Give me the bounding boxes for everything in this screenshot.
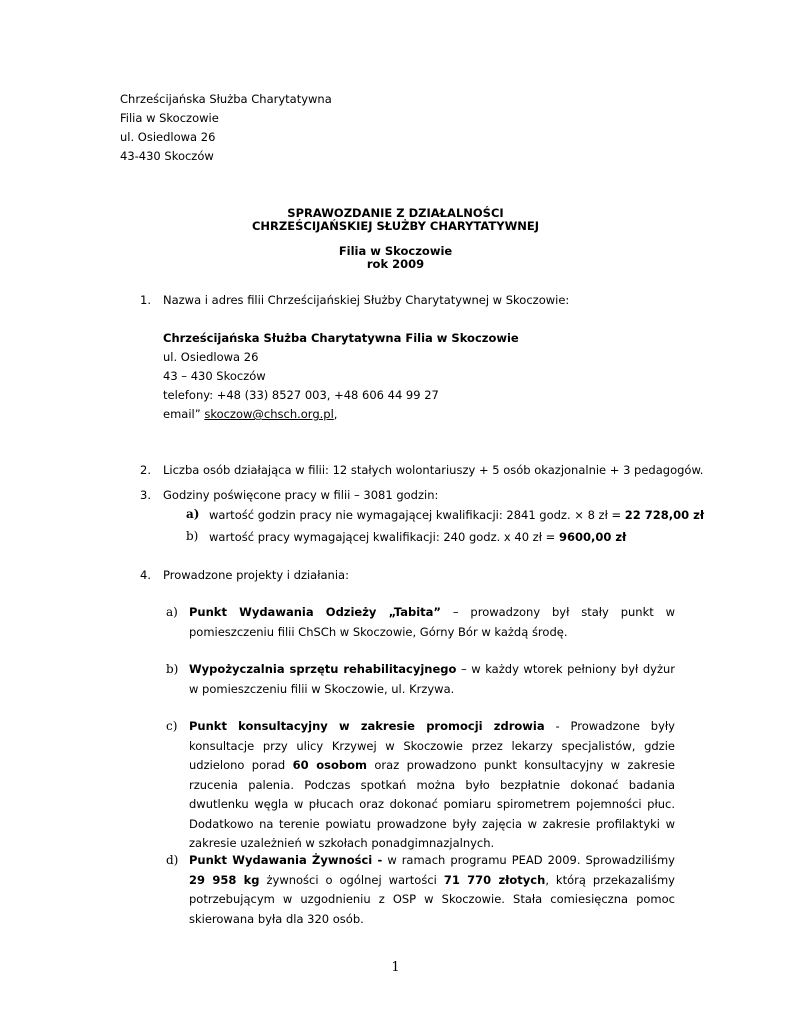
section-1-street: ul. Osiedlowa 26 (163, 350, 259, 364)
section-3-item-a-letter: a) (186, 507, 200, 521)
section-1-phones: telefony: +48 (33) 8527 003, +48 606 44 99 27 (163, 388, 439, 402)
section-1-name: Chrześcijańska Służba Charytatywna Filia w Skoczowie (163, 331, 519, 345)
project-b-title: Wypożyczalnia sprzętu rehabilitacyjnego (189, 662, 457, 676)
project-d-text-3: , którą przekazaliśmy potrzebującym w uzgodnieniu z OSP w Skoczowie. Stała comiesięczna pomoc skierowana była dla 320 osób. (189, 872, 675, 926)
title-branch: Filia w Skoczowie (338, 244, 453, 258)
section-1-postal-city: 43 – 430 Skoczów (163, 369, 266, 383)
section-1-number: 1. (140, 293, 151, 307)
page-number: 1 (391, 960, 400, 975)
project-b-text: – w każdy wtorek pełniony był dyżur w pomieszczeniu filii w Skoczowie, ul. Krzywa. (189, 662, 675, 696)
project-a-paragraph (189, 603, 675, 642)
header-street: ul. Osiedlowa 26 (120, 130, 216, 144)
email-suffix: , (333, 407, 338, 421)
project-d-paragraph (189, 851, 675, 929)
title-year: rok 2009 (366, 257, 425, 271)
project-c-count: 60 osobom (292, 758, 368, 772)
section-2-number: 2. (140, 463, 151, 477)
project-d-text-2: żywności o ogólnej wartości (259, 872, 444, 887)
section-3-number: 3. (140, 488, 151, 502)
project-a-title: Punkt Wydawania Odzieży „Tabita” (189, 605, 441, 619)
project-b-letter: b) (166, 662, 179, 676)
email-prefix: email” (163, 407, 205, 421)
project-c-letter: c) (166, 719, 178, 733)
project-c-title: Punkt konsultacyjny w zakresie promocji zdrowia (189, 719, 545, 733)
item-a-value: 22 728,00 zł (624, 508, 705, 522)
section-4-text: Prowadzone projekty i działania: (163, 568, 349, 582)
item-b-text: wartość pracy wymagającej kwalifikacji: 240 godz. x 40 zł = (209, 530, 559, 544)
section-3-item-b-letter: b) (186, 529, 199, 543)
project-d-weight: 29 958 kg (189, 872, 260, 887)
item-a-text: wartość godzin pracy nie wymagającej kwalifikacji: 2841 godz. × 8 zł = (209, 508, 625, 522)
project-c-paragraph (189, 717, 675, 854)
header-org-name: Chrześcijańska Służba Charytatywna (120, 92, 332, 106)
section-3-text: Godziny poświęcone pracy w filii – 3081 godzin: (163, 488, 439, 502)
section-4-number: 4. (140, 568, 151, 582)
section-2-text: Liczba osób działająca w filii: 12 stałych wolontariuszy + 5 osób okazjonalnie + 3 pedagogów. (163, 463, 704, 477)
project-d-title: Punkt Wydawania Żywności - (189, 853, 383, 867)
section-1-email-line (163, 407, 337, 421)
section-3-item-b (209, 530, 626, 544)
header-postal-city: 43-430 Skoczów (120, 149, 214, 163)
project-d-letter: d) (166, 853, 179, 867)
section-1-text: Nazwa i adres filii Chrześcijańskiej Służby Charytatywnej w Skoczowie: (163, 293, 570, 307)
item-b-value: 9600,00 zł (558, 530, 627, 544)
title-line-1: SPRAWOZDANIE Z DZIAŁALNOŚCI (287, 206, 504, 220)
project-c-text-1: - Prowadzone były konsultacje przy ulicy Krzywej w Skoczowie przez lekarzy specjalistów, gdzie udzielono porad (189, 719, 675, 772)
section-3-item-a (209, 508, 704, 522)
project-d-text-1: w ramach programu PEAD 2009. Sprowadziliśmy (382, 853, 675, 867)
email-link[interactable]: skoczow@chsch.org.pl (204, 407, 334, 421)
project-a-text: – prowadzony był stały punkt w pomieszczeniu filii ChSCh w Skoczowie, Górny Bór w każdą środę. (189, 605, 675, 639)
title-line-2: CHRZEŚCIJAŃSKIEJ SŁUŻBY CHARYTATYWNEJ (251, 219, 540, 233)
project-d-value: 71 770 złotych (443, 872, 546, 887)
project-b-paragraph (189, 660, 675, 699)
project-a-letter: a) (166, 605, 178, 619)
project-c-text-2: oraz prowadzono punkt konsultacyjny w zakresie rzucenia palenia. Podczas spotkań można było bezpłatnie dokonać badania dwutlenku węgla w płucach oraz dokonać pomiaru spirometrem pojemności płuc. Dodatkowo na terenie powiatu prowadzone były zajęcia w zakresie profilaktyki w zakresie uzależnień w szkołach ponadgimnazjalnych. (189, 758, 675, 850)
header-branch: Filia w Skoczowie (120, 111, 219, 125)
